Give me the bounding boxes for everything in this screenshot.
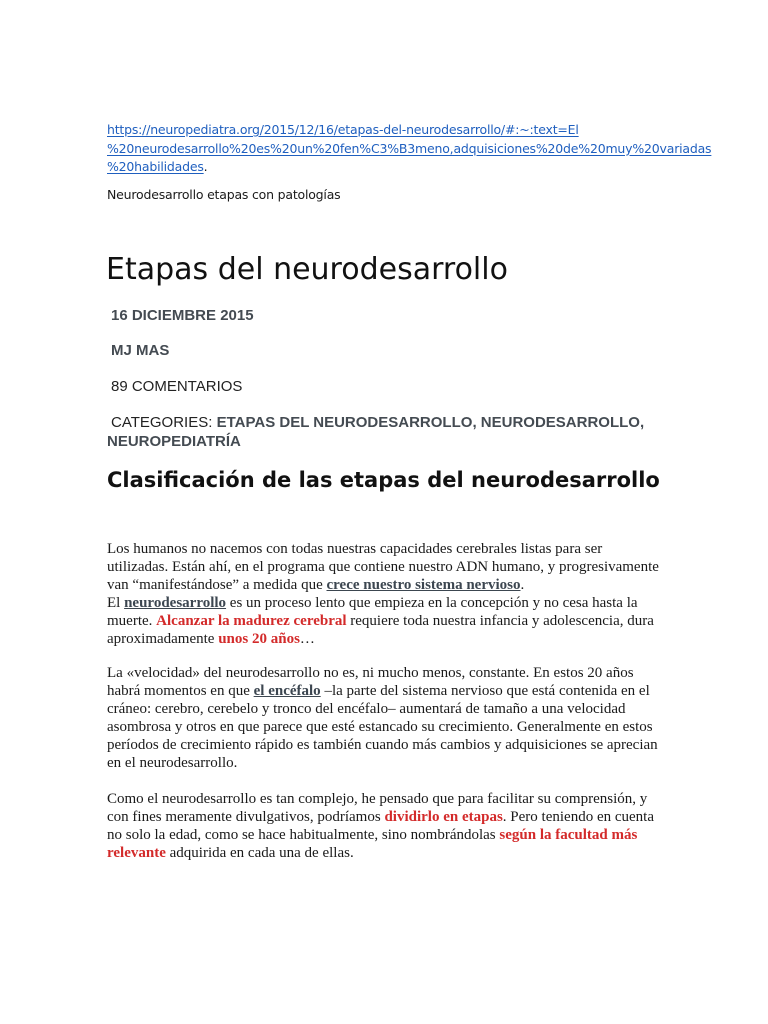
category-link[interactable]: NEURODESARROLLO (480, 414, 640, 431)
paragraph-text: La «velocidad» del neurodesarrollo no es, ni mucho menos, constante. En estos 20 años habrá momentos en que (107, 665, 634, 699)
source-url-block (107, 121, 712, 177)
inline-link[interactable]: el encéfalo (253, 682, 321, 699)
paragraph-text: . (520, 576, 525, 593)
source-url-trailing: . (203, 159, 208, 174)
highlighted-text: según la facultad más relevante (107, 826, 638, 861)
highlighted-text: Alcanzar la madurez cerebral (156, 612, 347, 629)
body-paragraph (107, 665, 663, 772)
post-date[interactable] (111, 307, 254, 324)
inline-link[interactable]: neurodesarrollo (124, 594, 227, 611)
paragraph-text: –la parte del sistema nervioso que está contenida en el cráneo: cerebro, cerebelo y tronco del encéfalo– aumentará de tamaño a una velocidad asombrosa y otros en que parece que esté estancado su crecimiento. Generalmente en estos períodos de crecimiento rápido es también cuando más cambios y adquisiciones se aprecian en el neurodesarrollo. (107, 682, 658, 771)
categories-label: CATEGORIES: (111, 414, 217, 431)
page-title: Etapas del neurodesarrollo (106, 252, 508, 287)
highlighted-text: dividirlo en etapas (384, 808, 503, 825)
comment-count[interactable]: 89 COMENTARIOS (111, 378, 243, 395)
post-date-text: 16 DICIEMBRE 2015 (111, 307, 254, 324)
body-paragraph (107, 791, 663, 863)
category-link[interactable]: ETAPAS DEL NEURODESARROLLO (216, 414, 473, 431)
paragraph-text: . Pero teniendo en cuenta no solo la edad, como se hace habitualmente, sino nombrándolas (107, 808, 654, 843)
source-url-link[interactable] (107, 121, 712, 174)
highlighted-text: unos 20 años (218, 630, 300, 647)
source-url-line: %20habilidades (107, 159, 204, 174)
section-heading: Clasificación de las etapas del neurodesarrollo (107, 468, 660, 492)
body-paragraph (107, 541, 663, 648)
paragraph-text: … (299, 630, 315, 647)
post-categories (107, 413, 667, 451)
paragraph-text: El (107, 594, 125, 611)
paragraph-text: adquirida en cada una de ellas. (165, 844, 354, 861)
paragraph-text: Los humanos no nacemos con todas nuestras capacidades cerebrales listas para ser utilizadas. Están ahí, en el programa que contiene nuestro ADN humano, y progresivamente van “manifestándose” a medida que (107, 541, 659, 593)
paragraph-text: Como el neurodesarrollo es tan complejo, he pensado que para facilitar su comprensión, y con fines meramente divulgativos, podríamos (107, 791, 648, 825)
source-url-line: https://neuropediatra.org/2015/12/16/etapas-del-neurodesarrollo/#:~:text=El (107, 122, 579, 137)
paragraph-text: es un proceso lento que empieza en la concepción y no cesa hasta la muerte. (107, 594, 638, 629)
category-separator: , (639, 414, 645, 431)
post-author[interactable]: MJ MAS (111, 342, 170, 359)
category-link[interactable]: NEUROPEDIATRÍA (107, 433, 241, 450)
document-subtitle: Neurodesarrollo etapas con patologías (107, 187, 341, 202)
inline-link[interactable]: crece nuestro sistema nervioso (326, 576, 521, 593)
paragraph-text: requiere toda nuestra infancia y adolescencia, dura aproximadamente (107, 612, 654, 647)
category-separator: , (472, 414, 481, 431)
source-url-line: %20neurodesarrollo%20es%20un%20fen%C3%B3meno,adquisiciones%20de%20muy%20variadas (107, 140, 712, 156)
